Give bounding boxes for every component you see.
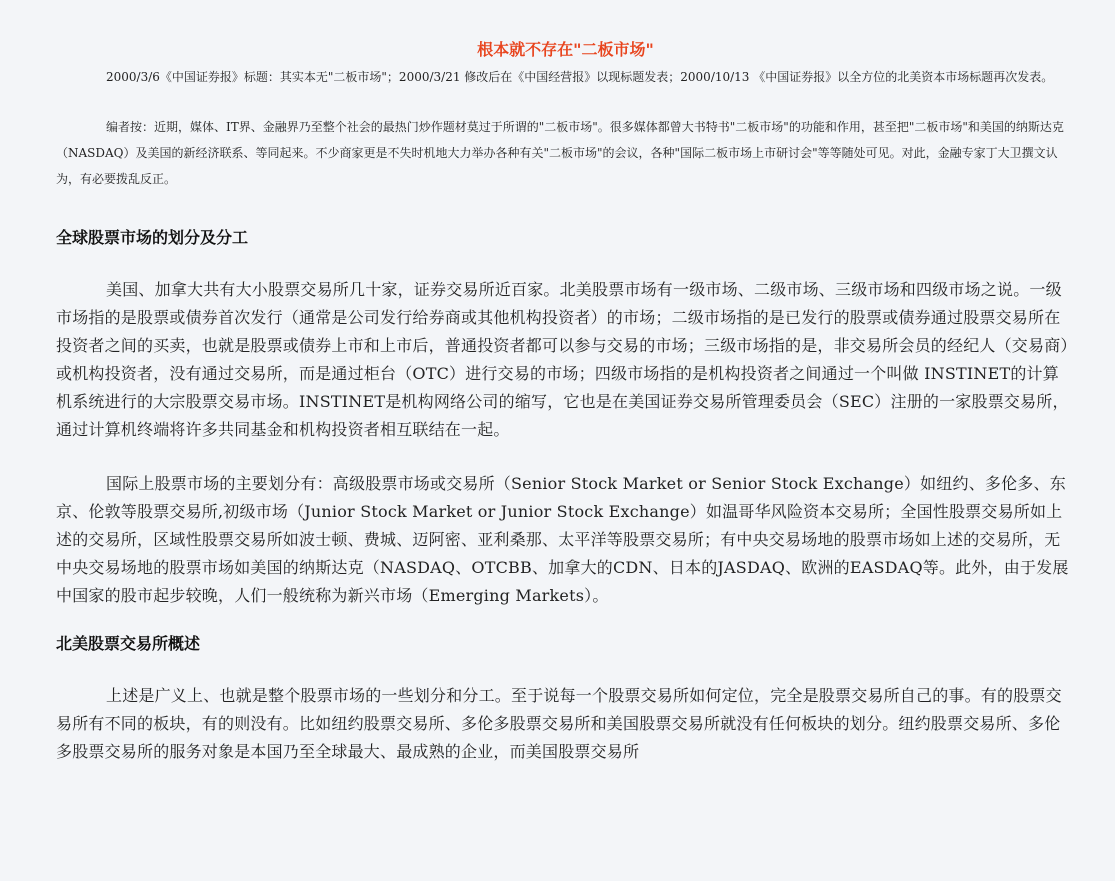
section-heading-global-markets: 全球股票市场的划分及分工 (56, 228, 249, 247)
article-title: 根本就不存在"二板市场" (477, 40, 654, 59)
paragraph-market-classification: 国际上股票市场的主要划分有：高级股票市场或交易所（Senior Stock Market or Senior Stock Exchange）如纽约、多伦多、东京、伦敦等股票交易所,初级市场（Junior Stock Market or Junior Stock Exchange）如温哥华风险资本交易所；全国性股票交易所如上述的交易所，区域性股票交易所如波士顿、费城、迈阿密、亚利桑那、太平洋等股票交易所；有中央交易场地的股票市场如上述的交易所，无中央交易场地的股票市场如美国的纳斯达克（NASDAQ、OTCBB、加拿大的CDN、日本的JASDAQ、欧洲的EASDAQ等。此外，由于发展中国家的股市起步较晚，人们一般统称为新兴市场（Emerging Markets）。 (56, 474, 1069, 605)
source-line: 2000/3/6《中国证券报》标题：其实本无"二板市场"；2000/3/21 修改后在《中国经营报》以现标题发表；2000/10/13 《中国证券报》以全方位的北美资本市场标题再次发表。 (106, 70, 1054, 84)
editor-note: 编者按：近期，媒体、IT界、金融界乃至整个社会的最热门炒作题材莫过于所谓的"二板市场"。很多媒体都曾大书特书"二板市场"的功能和作用，甚至把"二板市场"和美国的纳斯达克（NASDAQ）及美国的新经济联系、等同起来。不少商家更是不失时机地大力举办各种有关"二板市场"的会议，各种"国际二板市场上市研讨会"等等随处可见。对此，金融专家丁大卫撰文认为，有必要拨乱反正。 (56, 120, 1064, 186)
paragraph-market-levels: 美国、加拿大共有大小股票交易所几十家，证券交易所近百家。北美股票市场有一级市场、二级市场、三级市场和四级市场之说。一级市场指的是股票或债券首次发行（通常是公司发行给券商或其他机构投资者）的市场；二级市场指的是已发行的股票或债券通过股票交易所在投资者之间的买卖，也就是股票或债券上市和上市后，普通投资者都可以参与交易的市场；三级市场指的是，非交易所会员的经纪人（交易商）或机构投资者，没有通过交易所，而是通过柜台（OTC）进行交易的市场；四级市场指的是机构投资者之间通过一个叫做 INSTINET的计算机系统进行的大宗股票交易市场。INSTINET是机构网络公司的缩写，它也是在美国证券交易所管理委员会（SEC）注册的一家股票交易所，通过计算机终端将许多共同基金和机构投资者相互联结在一起。 (56, 280, 1069, 439)
section-heading-north-america: 北美股票交易所概述 (56, 634, 201, 653)
paragraph-exchange-overview: 上述是广义上、也就是整个股票市场的一些划分和分工。至于说每一个股票交易所如何定位，完全是股票交易所自己的事。有的股票交易所有不同的板块，有的则没有。比如纽约股票交易所、多伦多股票交易所和美国股票交易所就没有任何板块的划分。纽约股票交易所、多伦多股票交易所的服务对象是本国乃至全球最大、最成熟的企业，而美国股票交易所 (56, 686, 1062, 761)
